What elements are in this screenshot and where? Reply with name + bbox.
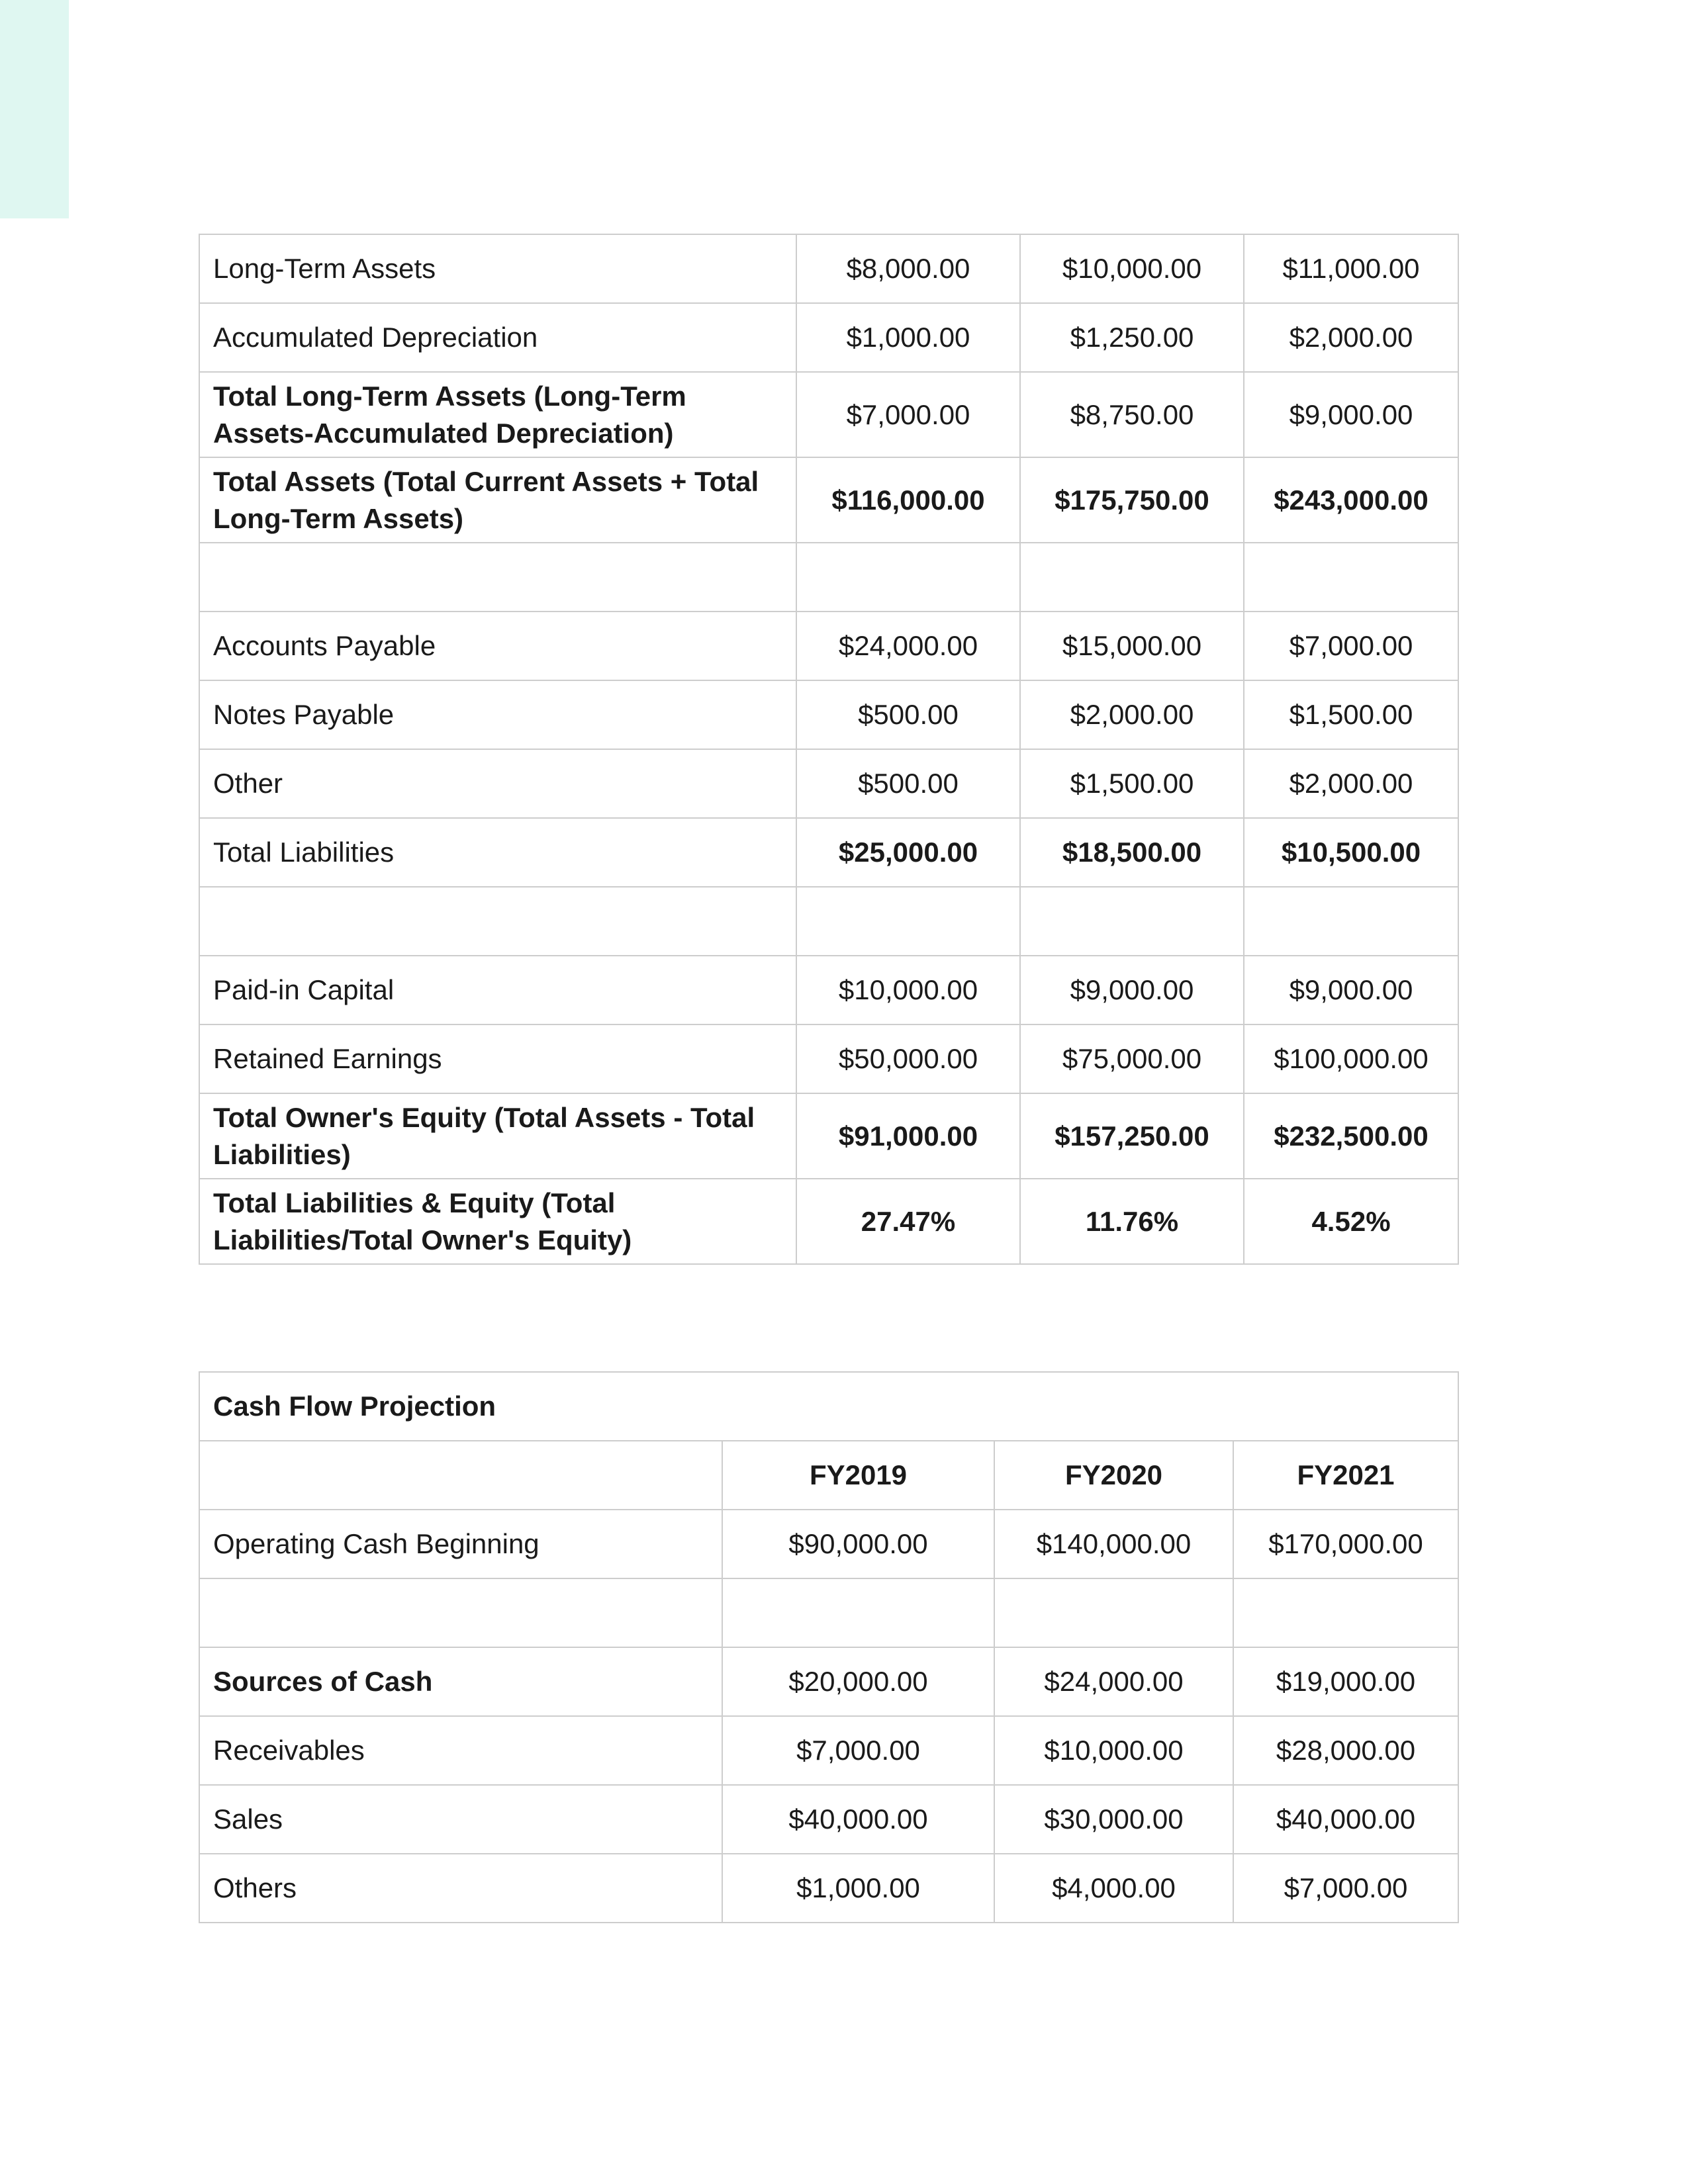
table-row [199, 1716, 1458, 1785]
value-cell: $1,000.00 [722, 1854, 994, 1923]
accent-bar [0, 0, 69, 218]
value-cell: $157,250.00 [1020, 1093, 1244, 1179]
table-row [199, 1093, 1458, 1179]
table-row [199, 1785, 1458, 1854]
value-cell: $2,000.00 [1020, 680, 1244, 749]
table-title: Cash Flow Projection [199, 1372, 1458, 1441]
value-cell: $10,000.00 [796, 956, 1020, 1024]
value-cell: $11,000.00 [1244, 234, 1458, 303]
column-header: FY2021 [1233, 1441, 1458, 1510]
value-cell: $19,000.00 [1233, 1647, 1458, 1716]
value-cell: $91,000.00 [796, 1093, 1020, 1179]
table-header-row [199, 1441, 1458, 1510]
value-cell: $24,000.00 [994, 1647, 1233, 1716]
column-header: FY2020 [994, 1441, 1233, 1510]
table-row [199, 1179, 1458, 1264]
value-cell: $18,500.00 [1020, 818, 1244, 887]
column-header: FY2019 [722, 1441, 994, 1510]
value-cell: $1,500.00 [1244, 680, 1458, 749]
value-cell: $4,000.00 [994, 1854, 1233, 1923]
row-label: Other [199, 749, 796, 818]
row-label: Accumulated Depreciation [199, 303, 796, 372]
row-label: Total Assets (Total Current Assets + Total Long-Term Assets) [199, 457, 796, 543]
value-cell: $15,000.00 [1020, 612, 1244, 680]
value-cell: $10,000.00 [1020, 234, 1244, 303]
row-label: Accounts Payable [199, 612, 796, 680]
value-cell: 27.47% [796, 1179, 1020, 1264]
row-label: Total Long-Term Assets (Long-Term Assets-Accumulated Depreciation) [199, 372, 796, 457]
row-label: Notes Payable [199, 680, 796, 749]
table-row [199, 1024, 1458, 1093]
value-cell: $25,000.00 [796, 818, 1020, 887]
value-cell [1244, 543, 1458, 612]
value-cell [1020, 543, 1244, 612]
value-cell: $8,750.00 [1020, 372, 1244, 457]
row-label: Long-Term Assets [199, 234, 796, 303]
table-row [199, 1854, 1458, 1923]
value-cell: $28,000.00 [1233, 1716, 1458, 1785]
value-cell: $7,000.00 [1244, 612, 1458, 680]
value-cell: $9,000.00 [1020, 956, 1244, 1024]
value-cell: $9,000.00 [1244, 956, 1458, 1024]
value-cell: $500.00 [796, 680, 1020, 749]
value-cell: $20,000.00 [722, 1647, 994, 1716]
row-label [199, 887, 796, 956]
value-cell: $1,000.00 [796, 303, 1020, 372]
table-row [199, 749, 1458, 818]
value-cell: $30,000.00 [994, 1785, 1233, 1854]
value-cell: $8,000.00 [796, 234, 1020, 303]
value-cell: $75,000.00 [1020, 1024, 1244, 1093]
value-cell: $243,000.00 [1244, 457, 1458, 543]
row-label [199, 543, 796, 612]
value-cell [994, 1578, 1233, 1647]
value-cell: $10,000.00 [994, 1716, 1233, 1785]
value-cell: $1,250.00 [1020, 303, 1244, 372]
table-row-empty [199, 543, 1458, 612]
table-row [199, 1510, 1458, 1578]
table-row [199, 372, 1458, 457]
value-cell [1233, 1578, 1458, 1647]
value-cell [796, 543, 1020, 612]
value-cell [722, 1578, 994, 1647]
table-row-empty [199, 1578, 1458, 1647]
value-cell: $100,000.00 [1244, 1024, 1458, 1093]
table-row [199, 1647, 1458, 1716]
row-label: Retained Earnings [199, 1024, 796, 1093]
table-row [199, 303, 1458, 372]
value-cell: $7,000.00 [1233, 1854, 1458, 1923]
value-cell: $140,000.00 [994, 1510, 1233, 1578]
table-row [199, 457, 1458, 543]
balance-sheet-table [199, 234, 1459, 1265]
row-label: Sources of Cash [199, 1647, 722, 1716]
value-cell: $1,500.00 [1020, 749, 1244, 818]
value-cell: $7,000.00 [722, 1716, 994, 1785]
row-label: Total Liabilities [199, 818, 796, 887]
value-cell: $2,000.00 [1244, 749, 1458, 818]
value-cell [796, 887, 1020, 956]
table-title-row [199, 1372, 1458, 1441]
value-cell: $24,000.00 [796, 612, 1020, 680]
value-cell: $2,000.00 [1244, 303, 1458, 372]
value-cell: $500.00 [796, 749, 1020, 818]
table-row [199, 612, 1458, 680]
value-cell: $40,000.00 [1233, 1785, 1458, 1854]
value-cell: $7,000.00 [796, 372, 1020, 457]
value-cell: $175,750.00 [1020, 457, 1244, 543]
table-row [199, 956, 1458, 1024]
value-cell: $170,000.00 [1233, 1510, 1458, 1578]
table-row [199, 818, 1458, 887]
row-label: Operating Cash Beginning [199, 1510, 722, 1578]
cash-flow-table [199, 1371, 1459, 1923]
row-label: Total Liabilities & Equity (Total Liabilities/Total Owner's Equity) [199, 1179, 796, 1264]
value-cell [1244, 887, 1458, 956]
row-label: Others [199, 1854, 722, 1923]
value-cell: $9,000.00 [1244, 372, 1458, 457]
row-label [199, 1578, 722, 1647]
table-row [199, 680, 1458, 749]
value-cell: $10,500.00 [1244, 818, 1458, 887]
value-cell: 11.76% [1020, 1179, 1244, 1264]
value-cell: $232,500.00 [1244, 1093, 1458, 1179]
row-label: Receivables [199, 1716, 722, 1785]
row-label: Sales [199, 1785, 722, 1854]
value-cell: $50,000.00 [796, 1024, 1020, 1093]
table-row-empty [199, 887, 1458, 956]
row-label: Paid-in Capital [199, 956, 796, 1024]
value-cell: $90,000.00 [722, 1510, 994, 1578]
value-cell: $116,000.00 [796, 457, 1020, 543]
row-label: Total Owner's Equity (Total Assets - Total Liabilities) [199, 1093, 796, 1179]
table-row [199, 234, 1458, 303]
value-cell: $40,000.00 [722, 1785, 994, 1854]
column-header [199, 1441, 722, 1510]
value-cell: 4.52% [1244, 1179, 1458, 1264]
value-cell [1020, 887, 1244, 956]
